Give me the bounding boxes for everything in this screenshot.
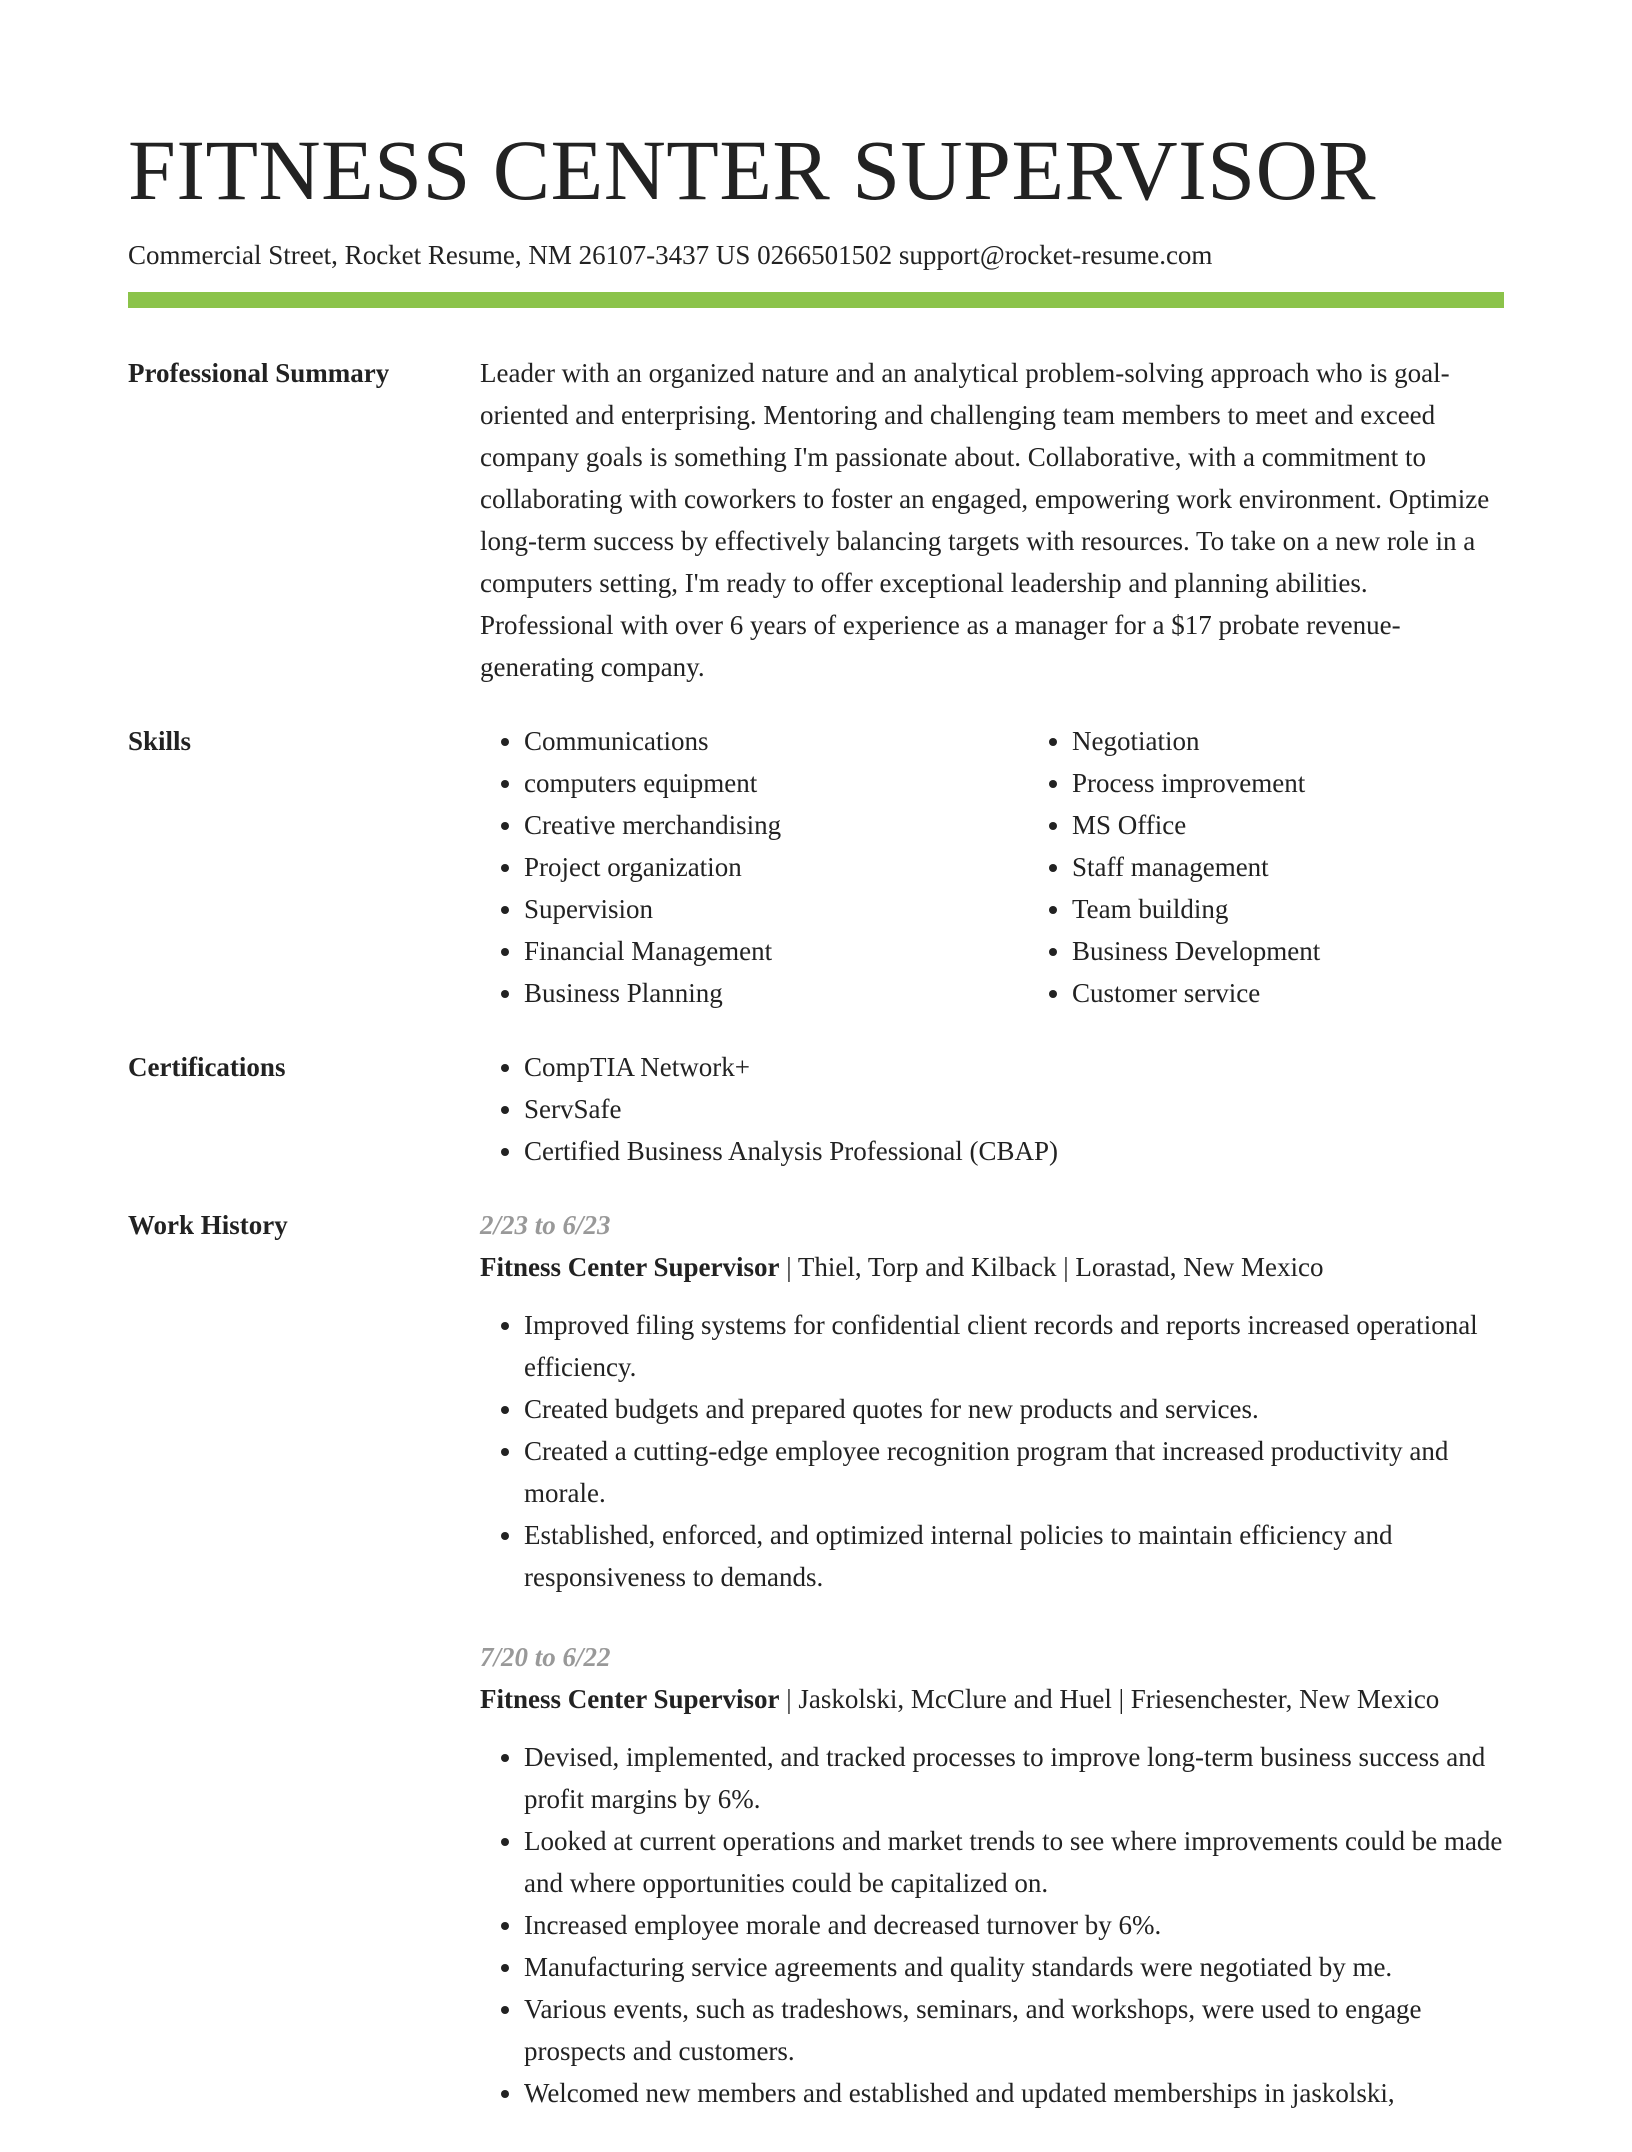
- resume-page: [128, 120, 1504, 2152]
- skill-item: • Communications: [524, 720, 1028, 762]
- certification-item: • ServSafe: [524, 1088, 1504, 1130]
- job-bullet: • Increased employee morale and decreased turnover by 6%.: [524, 1904, 1504, 1946]
- work-history-section: [128, 1204, 1504, 2152]
- summary-section: [128, 352, 1504, 688]
- job-entry: [480, 1636, 1504, 2114]
- skill-item: • Team building: [1072, 888, 1576, 930]
- job-title: Fitness Center Supervisor: [480, 1252, 780, 1282]
- skill-item: • Business Development: [1072, 930, 1576, 972]
- job-dates: 7/20 to 6/22: [480, 1642, 611, 1672]
- certifications-list: [480, 1046, 1504, 1172]
- job-title-line: [480, 1678, 1504, 1720]
- skill-item: • Creative merchandising: [524, 804, 1028, 846]
- certification-item: • Certified Business Analysis Professional (CBAP): [524, 1130, 1504, 1172]
- job-bullet: • Looked at current operations and market trends to see where improvements could be made and where opportunities could be capitalized on.: [524, 1820, 1504, 1904]
- skill-item: • Financial Management: [524, 930, 1028, 972]
- job-bullet: • Improved filing systems for confidential client records and reports increased operational efficiency.: [524, 1304, 1504, 1388]
- certifications-section: [128, 1046, 1504, 1172]
- job-title: Fitness Center Supervisor: [480, 1684, 780, 1714]
- job-title-line: [480, 1246, 1504, 1288]
- skill-item: • Process improvement: [1072, 762, 1576, 804]
- job-bullets: [480, 1736, 1504, 2114]
- summary-heading: Professional Summary: [128, 358, 390, 388]
- job-bullet: • Devised, implemented, and tracked processes to improve long-term business success and profit margins by 6%.: [524, 1736, 1504, 1820]
- skill-item: • MS Office: [1072, 804, 1576, 846]
- skill-item: • computers equipment: [524, 762, 1028, 804]
- job-entry: [480, 1204, 1504, 1598]
- accent-divider: [128, 292, 1504, 308]
- skills-column-1: [480, 720, 1028, 1014]
- skill-item: • Customer service: [1072, 972, 1576, 1014]
- skill-item: • Project organization: [524, 846, 1028, 888]
- skill-item: • Supervision: [524, 888, 1028, 930]
- job-bullet: • Manufacturing service agreements and quality standards were negotiated by me.: [524, 1946, 1504, 1988]
- skill-item: • Negotiation: [1072, 720, 1576, 762]
- skill-item: • Business Planning: [524, 972, 1028, 1014]
- job-bullet: • Created budgets and prepared quotes for new products and services.: [524, 1388, 1504, 1430]
- certifications-heading: Certifications: [128, 1052, 286, 1082]
- skills-heading: Skills: [128, 726, 192, 756]
- job-bullets: [480, 1304, 1504, 1598]
- job-dates: 2/23 to 6/23: [480, 1210, 611, 1240]
- job-bullet: • Various events, such as tradeshows, seminars, and workshops, were used to engage prospects and customers.: [524, 1988, 1504, 2072]
- skill-item: • Staff management: [1072, 846, 1576, 888]
- summary-text: Leader with an organized nature and an analytical problem-solving approach who is goal-oriented and enterprising. Mentoring and challenging team members to meet and exceed company goals is something I'm passionate about. Collaborative, with a commitment to collaborating with coworkers to foster an engaged, empowering work environment. Optimize long-term success by effectively balancing targets with resources. To take on a new role in a computers setting, I'm ready to offer exceptional leadership and planning abilities. Professional with over 6 years of experience as a manager for a $17 probate revenue-generating company.: [480, 358, 1490, 682]
- work-history-heading: Work History: [128, 1210, 288, 1240]
- skills-column-2: [1028, 720, 1576, 1014]
- skills-section: [128, 720, 1504, 1014]
- job-bullet: • Created a cutting-edge employee recognition program that increased productivity and morale.: [524, 1430, 1504, 1514]
- contact-line: Commercial Street, Rocket Resume, NM 26107-3437 US 0266501502 support@rocket-resume.com: [128, 240, 1213, 270]
- certification-item: • CompTIA Network+: [524, 1046, 1504, 1088]
- job-details: | Jaskolski, McClure and Huel | Friesenchester, New Mexico: [779, 1684, 1440, 1714]
- job-bullet: • Established, enforced, and optimized internal policies to maintain efficiency and responsiveness to demands.: [524, 1514, 1504, 1598]
- skills-grid: [480, 720, 1576, 1014]
- job-bullet: • Welcomed new members and established and updated memberships in jaskolski,: [524, 2072, 1504, 2114]
- job-details: | Thiel, Torp and Kilback | Lorastad, New Mexico: [779, 1252, 1324, 1282]
- resume-name: FITNESS CENTER SUPERVISOR: [128, 122, 1377, 218]
